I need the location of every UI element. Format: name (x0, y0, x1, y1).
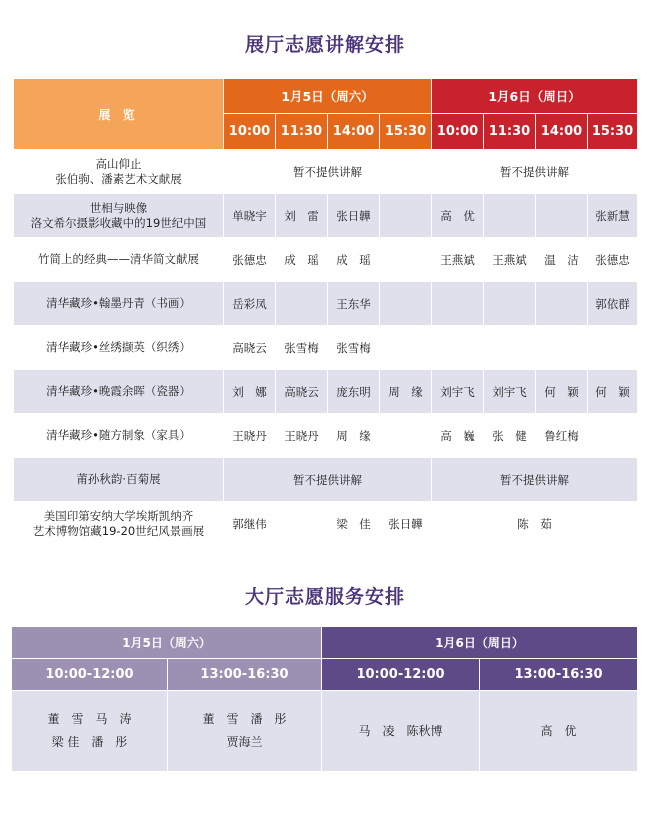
guide-cell: 成 瑶 (328, 238, 380, 282)
empty-day-cell (432, 326, 638, 370)
guide-cell: 王燕斌 (432, 238, 484, 282)
time-header: 11:30 (276, 114, 328, 150)
guide-cell (276, 502, 328, 546)
no-service-cell: 暂不提供讲解 (224, 458, 432, 502)
table-row (14, 370, 638, 414)
guide-cell: 成 瑶 (276, 238, 328, 282)
table-row (14, 458, 638, 502)
guide-cell: 张雪梅 (276, 326, 328, 370)
guide-cell: 刘 娜 (224, 370, 276, 414)
volunteer-cell: 高 优 (480, 691, 638, 772)
volunteer-cell: 董 雪 潘 彤 贾海兰 (168, 691, 322, 772)
guide-cell: 梁 佳 (328, 502, 380, 546)
guide-cell: 周 缘 (380, 370, 432, 414)
guide-cell: 郭继伟 (224, 502, 276, 546)
day1-header: 1月5日（周六） (12, 627, 322, 659)
time-header: 11:30 (484, 114, 536, 150)
guide-cell: 张日韡 (328, 194, 380, 238)
guide-cell: 高 优 (432, 194, 484, 238)
guide-cell: 王燕斌 (484, 238, 536, 282)
table-row (12, 691, 638, 772)
guide-cell: 温 洁 (536, 238, 588, 282)
guide-cell: 郭依群 (588, 282, 638, 326)
table-row (14, 194, 638, 238)
guide-cell (380, 238, 432, 282)
guide-cell (380, 194, 432, 238)
exhibit-name: 世相与映像 洛文希尔摄影收藏中的19世纪中国 (14, 194, 224, 238)
day2-header: 1月6日（周日） (432, 79, 638, 114)
exhibit-name: 美国印第安纳大学埃斯凯纳齐 艺术博物馆藏19-20世纪风景画展 (14, 502, 224, 546)
guide-cell: 周 缘 (328, 414, 380, 458)
guide-cell (536, 282, 588, 326)
time-header: 10:00 (432, 114, 484, 150)
time-header: 10:00-12:00 (322, 659, 480, 691)
no-service-cell: 暂不提供讲解 (224, 150, 432, 194)
exhibit-name: 莆孙秋韵·百菊展 (14, 458, 224, 502)
guide-cell: 高晓云 (276, 370, 328, 414)
guide-cell (276, 282, 328, 326)
guide-cell: 刘宇飞 (484, 370, 536, 414)
time-header: 13:00-16:30 (168, 659, 322, 691)
guide-cell: 刘 雷 (276, 194, 328, 238)
guide-cell: 鲁红梅 (536, 414, 588, 458)
guide-cell (484, 194, 536, 238)
no-service-cell: 暂不提供讲解 (432, 458, 638, 502)
time-header: 13:00-16:30 (480, 659, 638, 691)
guide-cell: 刘宇飞 (432, 370, 484, 414)
guide-cell: 高晓云 (224, 326, 276, 370)
time-header: 14:00 (328, 114, 380, 150)
exhibit-name: 清华藏珍•晚霞余晖（瓷器） (14, 370, 224, 414)
exhibit-name: 竹简上的经典——清华简文献展 (14, 238, 224, 282)
guide-cell: 岳彩凤 (224, 282, 276, 326)
exhibit-name: 清华藏珍•翰墨丹青（书画） (14, 282, 224, 326)
guide-cell (380, 414, 432, 458)
time-header: 15:30 (588, 114, 638, 150)
time-header: 10:00-12:00 (12, 659, 168, 691)
guide-cell: 张 健 (484, 414, 536, 458)
volunteer-cell: 董 雪 马 涛 梁 佳 潘 彤 (12, 691, 168, 772)
time-header: 10:00 (224, 114, 276, 150)
guide-cell: 张新慧 (588, 194, 638, 238)
table-row (14, 238, 638, 282)
guide-cell: 张日韡 (380, 502, 432, 546)
guide-cell: 王晓丹 (276, 414, 328, 458)
guide-cell: 张雪梅 (328, 326, 380, 370)
page-title-exhibition-guide: 展厅志愿讲解安排 (244, 34, 405, 56)
guide-cell: 陈 茹 (432, 502, 638, 546)
guide-cell: 何 颖 (536, 370, 588, 414)
guide-cell (380, 282, 432, 326)
table-row (14, 502, 638, 546)
table-row (14, 326, 638, 370)
no-service-cell: 暂不提供讲解 (432, 150, 638, 194)
day1-header: 1月5日（周六） (224, 79, 432, 114)
volunteer-cell: 马 凌 陈秋博 (322, 691, 480, 772)
page-title-lobby-service: 大厅志愿服务安排 (244, 586, 405, 608)
exhibit-name: 清华藏珍•随方制象（家具） (14, 414, 224, 458)
guide-cell (380, 326, 432, 370)
day2-header: 1月6日（周日） (322, 627, 638, 659)
guide-cell: 张德忠 (588, 238, 638, 282)
exhibition-guide-table (13, 78, 638, 546)
guide-cell: 王东华 (328, 282, 380, 326)
guide-cell (484, 282, 536, 326)
guide-cell (432, 282, 484, 326)
table-row (14, 414, 638, 458)
guide-cell: 王晓丹 (224, 414, 276, 458)
guide-cell: 张德忠 (224, 238, 276, 282)
lobby-service-table (11, 626, 638, 772)
table-row (14, 282, 638, 326)
table-row (14, 150, 638, 194)
guide-cell (536, 194, 588, 238)
guide-cell (588, 414, 638, 458)
guide-cell: 何 颖 (588, 370, 638, 414)
guide-cell: 庞东明 (328, 370, 380, 414)
exhibit-name: 高山仰止 张伯驹、潘素艺术文献展 (14, 150, 224, 194)
exhibit-column-header: 展 览 (14, 79, 224, 150)
exhibit-name: 清华藏珍•丝绣撷英（织绣） (14, 326, 224, 370)
time-header: 15:30 (380, 114, 432, 150)
guide-cell: 单晓宇 (224, 194, 276, 238)
guide-cell: 高 巍 (432, 414, 484, 458)
time-header: 14:00 (536, 114, 588, 150)
